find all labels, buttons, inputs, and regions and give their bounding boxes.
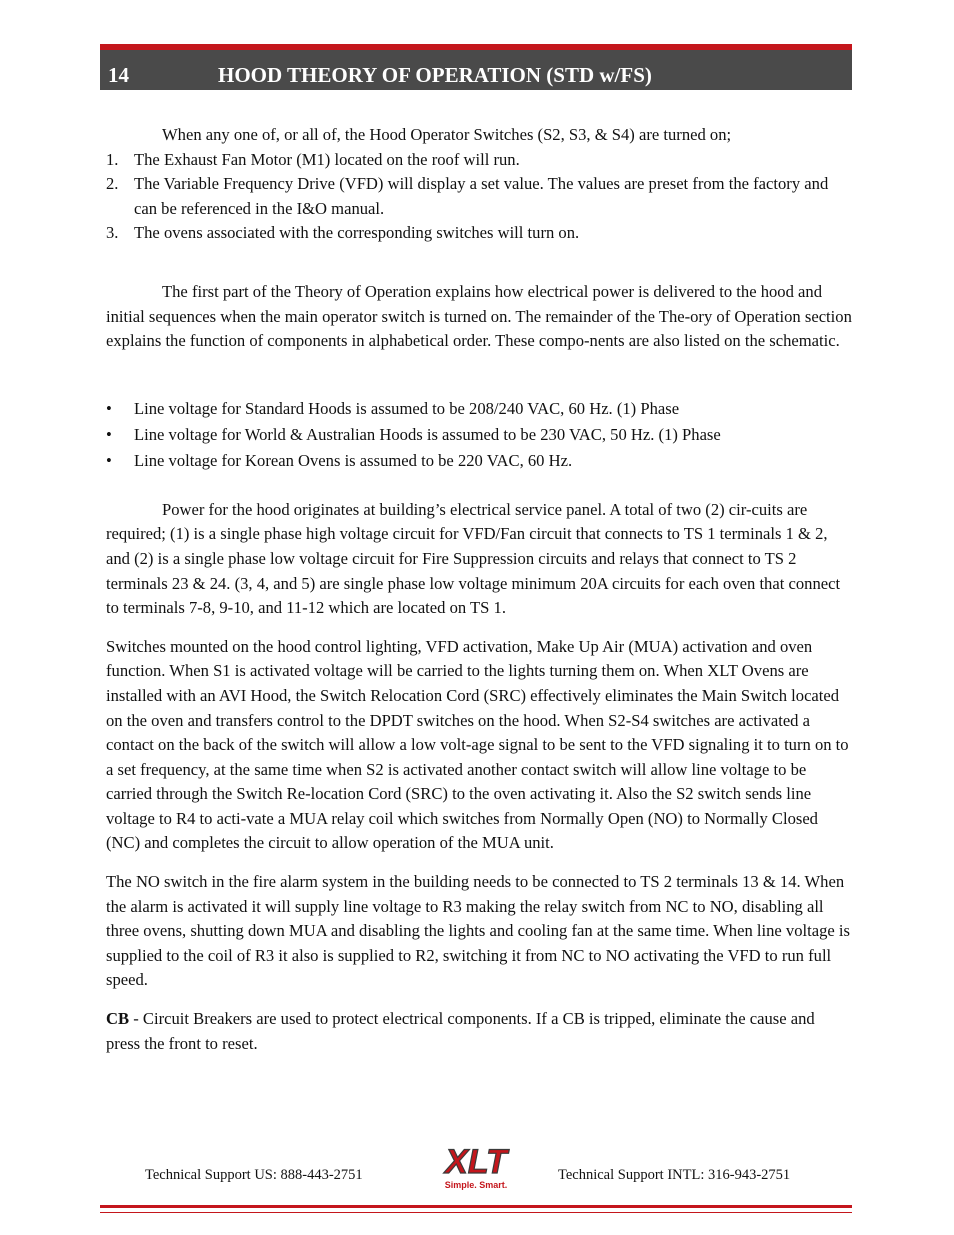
list-item: 3. The ovens associated with the corresponding switches will turn on. xyxy=(106,223,580,243)
page-header xyxy=(100,44,852,90)
footer-rule xyxy=(100,1205,852,1213)
bullet-item: • Line voltage for Standard Hoods is assumed to be 208/240 VAC, 60 Hz. (1) Phase xyxy=(106,396,852,422)
xlt-logo xyxy=(426,1140,528,1192)
logo-text: XLT xyxy=(445,1143,507,1181)
voltage-bullet-list xyxy=(106,396,852,474)
power-paragraph: Power for the hood originates at building’s electrical service panel. A total of two (2) cir-cuits are required; (1) is a single phase high voltage circuit for VFD/Fan circuit that connects to TS 1 terminals 1 & 2, and (2) is a single phase low voltage circuit for Fire Suppression circuits and relays that connect to TS 2 terminals 23 & 24. (3, 4, and 5) are single phase low voltage minimum 20A circuits for each oven that connect to terminals 7-8, 9-10, and 11-12 which are located on TS 1. xyxy=(106,499,841,618)
switches-paragraph: Switches mounted on the hood control lighting, VFD activation, Make Up Air (MUA) activation and oven function. When S1 is activated voltage will be carried to the lights turning them on. When XLT Ovens are installed with an AVI Hood, the Switch Relocation Cord (SRC) effectively eliminates the Main Switch located on the oven and transfers control to the DPDT switches on the hood. When S2-S4 switches are activated a contact on the back of the switch will allow a low volt-age signal to be sent to the VFD signaling it to turn on to a set frequency, at the same time when S2 is activated another contact switch will allow line voltage to be carried through the Switch Re-location Cord (SRC) to the oven activating it. Also the S2 switch sends line voltage to R4 to acti-vate a MUA relay coil which switches from Normally Open (NO) to Normally Closed (NC) and completes the circuit to allow operation of the MUA unit. xyxy=(106,636,849,853)
support-intl: Technical Support INTL: 316-943-2751 xyxy=(558,1167,791,1183)
page-number: 14 xyxy=(108,63,129,87)
bullet-icon: • xyxy=(106,450,112,470)
circuit-breaker-paragraph: CB - Circuit Breakers are used to protect electrical components. If a CB is tripped, eliminate the cause and press the front to reset. xyxy=(106,1009,815,1053)
bullet-item: • Line voltage for Korean Ovens is assumed to be 220 VAC, 60 Hz. xyxy=(106,448,852,474)
logo-tagline: Simple. Smart. xyxy=(444,1180,508,1190)
alarm-paragraph: The NO switch in the fire alarm system in the building needs to be connected to TS 2 terminals 13 & 14. When the alarm is activated it will supply line voltage to R3 making the relay switch from NC to NO, disabling all three ovens, shutting down MUA and disabling the lights and cooling fan at the same time. When line voltage is supplied to the coil of R3 it also is supplied to R2, switching it from NC to NO activating the VFD to run full speed. xyxy=(106,872,850,990)
intro-paragraph: When any one of, or all of, the Hood Operator Switches (S2, S3, & S4) are turned on; xyxy=(162,125,732,144)
cb-term: CB xyxy=(106,1009,130,1029)
theory-paragraph: The first part of the Theory of Operation explains how electrical power is delivered to the hood and initial sequences when the main operator switch is turned on. The remainder of the The-ory of Operation section explains the function of components in alphabetical order. These compo-nents are also listed on the schematic. xyxy=(106,281,852,351)
numbered-list xyxy=(106,148,852,246)
bullet-item: • Line voltage for World & Australian Hoods is assumed to be 230 VAC, 50 Hz. (1) Phase xyxy=(106,422,852,448)
support-us: Technical Support US: 888-443-2751 xyxy=(145,1167,363,1183)
list-item: 2. The Variable Frequency Drive (VFD) will display a set value. The values are preset from the factory and can be referenced in the I&O manual. xyxy=(106,174,829,218)
page-content xyxy=(106,123,852,1056)
bullet-icon: • xyxy=(106,424,112,444)
list-item: 1. The Exhaust Fan Motor (M1) located on the roof will run. xyxy=(106,149,520,169)
page-title: HOOD THEORY OF OPERATION (STD w/FS) xyxy=(218,63,652,87)
bullet-icon: • xyxy=(106,398,112,418)
